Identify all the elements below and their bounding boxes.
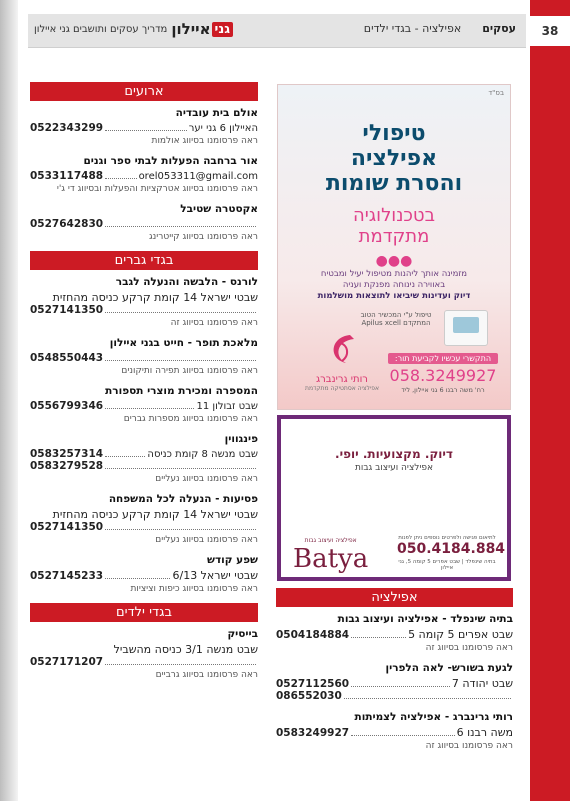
list-item <box>30 107 258 146</box>
list-item <box>30 433 258 484</box>
ad-subline: אפילציה ועיצוב גבות <box>354 463 434 473</box>
business-phone: 0583257314 <box>30 448 104 460</box>
ad-address: בתיה שינפלד | שבט אפרים 5 קומה 5, גני איילון <box>398 559 496 571</box>
list-item <box>30 385 258 424</box>
business-name: בתיה שינפלד - אפילציה ועיצוב גבות <box>337 613 513 625</box>
swirl-logo-icon <box>302 331 382 374</box>
logo-box: גני <box>212 22 234 37</box>
business-address: שבט מנשה 3/1 כניסה מהשביל <box>113 643 258 656</box>
list-item <box>30 155 258 194</box>
business-phone: 0548550443 <box>30 352 104 364</box>
page-header <box>28 14 526 48</box>
batya-ad <box>277 415 511 581</box>
business-name: בייסיק <box>227 628 258 640</box>
business-phone-2: 0583279528 <box>30 460 104 472</box>
ad-title-line: טיפולי <box>362 121 426 146</box>
header-category-label: עסקים <box>482 22 516 35</box>
ad-logo <box>302 331 382 392</box>
business-phone: 0527141350 <box>30 304 104 316</box>
batya-contact <box>397 535 506 571</box>
batya-brand <box>293 537 368 574</box>
business-note: ראה פרסומנו בסיווג זה <box>425 643 513 653</box>
business-address: שבטי ישראל 6/13 <box>172 569 258 582</box>
ad-logo-name: רותי גרינברג <box>316 374 368 385</box>
business-name: המספרה ומכירת מוצרי תספורת <box>105 385 258 397</box>
business-note: ראה פרסומנו בסיווג גרביים <box>155 670 258 680</box>
ad-logo-sub: אפילציה אסתטיקה מתקדמת <box>305 385 379 392</box>
ad-title <box>278 121 510 196</box>
brand-name: Batya <box>293 544 369 574</box>
ad-phone: 050.4184.884 <box>397 541 506 557</box>
business-note: ראה פרסומנו בסיווג אולמות <box>151 136 258 146</box>
business-phone: 0504184884 <box>276 629 350 641</box>
ad-address: רח' משה רבנו 6 גני איילון, ליד <box>401 386 485 394</box>
list-item <box>276 613 513 653</box>
business-name: רותי גרינברג - אפילציה לצמיתות <box>354 711 513 723</box>
business-note: ראה פרסומנו בסיווג נעליים <box>155 535 258 545</box>
page-number: 38 <box>530 16 570 46</box>
business-note: ראה פרסומנו בסיווג נעליים <box>155 474 258 484</box>
business-note: ראה פרסומנו בסיווג מספרות גברים <box>123 414 258 424</box>
business-address: שבט זבולון 11 <box>196 401 258 412</box>
header-brand <box>34 20 233 38</box>
epilation-column <box>276 588 513 760</box>
ad-body-bold: דיוק ועדינות שיביאו לתוצאות מושלמות <box>317 291 471 301</box>
business-note: ראה פרסומנו בסיווג אטרקציות והפעלות ובסיווג די ג'י <box>56 184 258 194</box>
logo-text: איילון <box>171 20 211 38</box>
business-phone: 0583249927 <box>276 727 350 739</box>
guide-title: מדריך עסקים ותושבים גני איילון <box>34 23 168 35</box>
business-phone: 0527141350 <box>30 521 104 533</box>
list-item <box>30 493 258 545</box>
list-item <box>30 203 258 242</box>
list-item <box>30 554 258 594</box>
side-strip <box>530 0 570 801</box>
business-note: ראה פרסומנו בסיווג כיפות וציציות <box>130 584 258 594</box>
list-item <box>30 276 258 328</box>
ad-title-line: אפילציה <box>350 146 438 171</box>
business-name: פינגווין <box>224 433 258 445</box>
business-name: אולם בית עובדיה <box>175 107 258 119</box>
header-category <box>364 22 516 35</box>
brand-small: אפילציה ועיצוב גבות <box>304 537 357 544</box>
header-subcategory: אפילציה - בגדי ילדים <box>363 22 462 35</box>
section-title-kids-clothing: בגדי ילדים <box>30 603 258 622</box>
ad-phone: 058.3249927 <box>389 366 497 385</box>
business-address: שבטי ישראל 14 קומת קרקע כניסה מהחזית <box>52 508 258 521</box>
business-phone: 0527145233 <box>30 570 104 582</box>
section-title-epilation: אפילציה <box>276 588 513 607</box>
list-item <box>276 711 513 751</box>
ad-body-line: מזמינה אותך ליהנות מטיפול יעיל ומבטיח <box>320 269 468 279</box>
business-note: ראה פרסומנו בסיווג זה <box>170 318 258 328</box>
business-note: ראה פרסומנו בסיווג זה <box>425 741 513 751</box>
dots-icon: ●●● <box>375 253 413 269</box>
ad-cta <box>388 353 498 394</box>
business-address: שבט יהודה 7 <box>451 677 513 690</box>
device-text: טיפול ע"י המכשיר הטוב המתקדם Apilus xcell <box>360 311 432 327</box>
business-address: שבט אפרים 5 קומה 5 <box>408 628 513 641</box>
business-name: לורנס - הלבשה והנעלה לגבר <box>115 276 258 288</box>
listings-column <box>30 82 258 689</box>
ad-body <box>288 269 500 302</box>
business-email: orel053311@gmail.com <box>138 171 258 182</box>
ad-subtitle-line: מתקדמת <box>358 226 430 247</box>
ad-tag: בס"ד <box>488 89 504 97</box>
ad-body-line: באווירה נינוחה מפנקת ועניה <box>342 280 446 290</box>
business-note: ראה פרסומנו בסיווג קייטרינג <box>148 232 258 242</box>
list-item <box>276 662 513 702</box>
business-name: שפע קודש <box>207 554 258 566</box>
business-phone: 0556799346 <box>30 400 104 412</box>
epilation-ad <box>277 84 511 410</box>
business-name: מלאכת תופר - חייט בגני איילון <box>109 337 258 349</box>
business-phone: 0533117488 <box>30 170 104 182</box>
business-name: אקסטרה שטיבל <box>180 203 258 215</box>
cta-label: התקשרי עכשיו לקביעת תור: <box>388 353 498 364</box>
list-item <box>30 628 258 680</box>
list-item <box>30 337 258 376</box>
business-phone: 0527171207 <box>30 656 104 668</box>
ad-headline: דיוק. מקצועיות. יופי. <box>335 447 453 461</box>
section-title-events: ארועים <box>30 82 258 101</box>
section-title-mens-clothing: בגדי גברים <box>30 251 258 270</box>
business-address: האיילון 6 גני יער <box>188 123 258 134</box>
ad-subtitle-line: בטכנולוגיה <box>352 205 436 226</box>
business-phone: 0522343299 <box>30 122 104 134</box>
ad-subtitle <box>278 205 510 247</box>
business-address: משה רבנו 6 <box>456 726 513 739</box>
business-phone: 0527642830 <box>30 218 104 230</box>
contact-small: לתיאום פגישה ולפרטים נוספים ניתן לפנות <box>398 535 496 541</box>
business-name: אור ברחבה הפעלות לבתי ספר וגנים <box>83 155 258 167</box>
device-icon <box>444 310 488 346</box>
business-note: ראה פרסומנו בסיווג תפירה ותיקונים <box>121 366 258 376</box>
ad-title-line: והסרת שומות <box>325 171 463 196</box>
guide-logo <box>171 20 233 38</box>
business-name: פסיעות - הנעלה לכל המשפחה <box>108 493 258 505</box>
business-phone: 0527112560 <box>276 678 350 690</box>
page-gutter <box>0 0 18 801</box>
business-name: לגעת בשורש- לאה הלפרין <box>385 662 513 674</box>
business-phone-2: 086552030 <box>276 690 342 702</box>
business-address: שבט מנשה 8 קומת כניסה <box>147 449 258 460</box>
business-address: שבטי ישראל 14 קומת קרקע כניסה מהחזית <box>52 291 258 304</box>
